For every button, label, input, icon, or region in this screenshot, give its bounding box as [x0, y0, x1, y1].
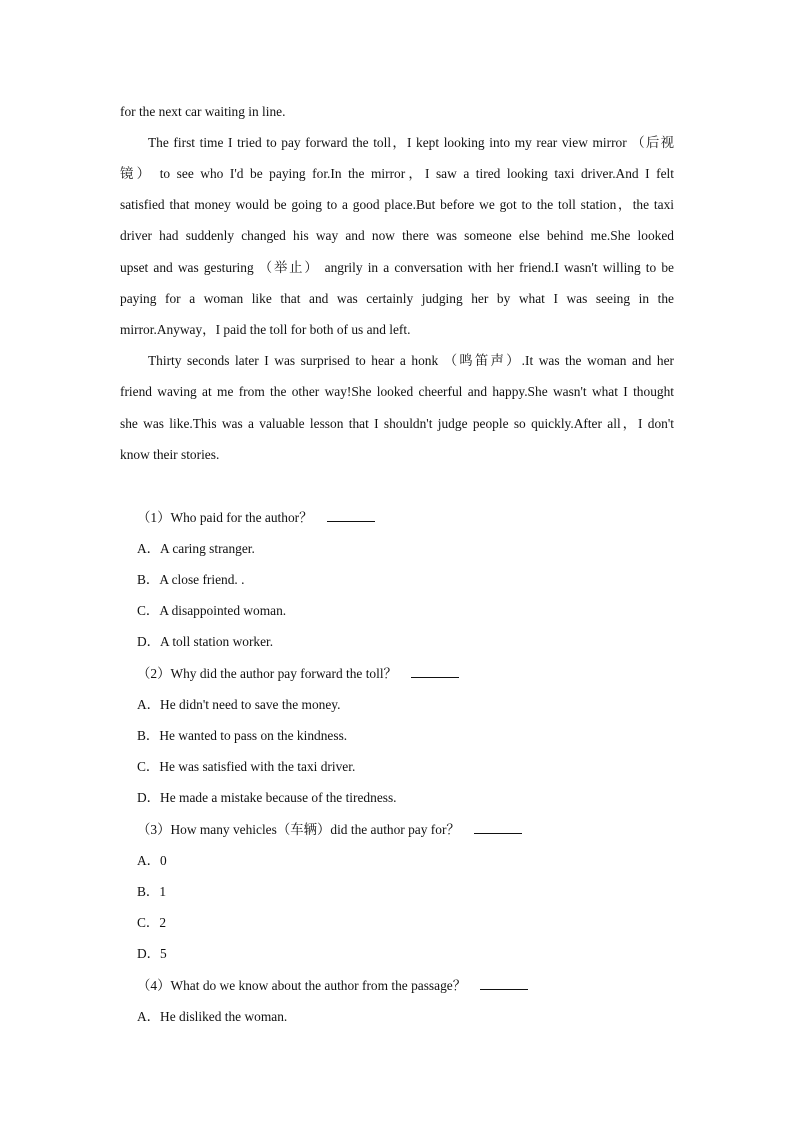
passage-line: know their stories.	[120, 447, 220, 462]
question-2	[137, 665, 459, 682]
option-4a[interactable]: A．He disliked the woman.	[137, 1009, 288, 1024]
question-1	[137, 509, 375, 526]
question-3	[137, 821, 522, 838]
passage-line: Thirty seconds later I was surprised to hear a honk （鸣笛声）.It was the woman and her	[148, 353, 674, 368]
option-1c[interactable]: C．A disappointed woman.	[137, 603, 287, 618]
option-1a[interactable]: A．A caring stranger.	[137, 541, 255, 556]
passage-line: 镜） to see who I'd be paying for.In the mirror，I saw a tired looking taxi driver.And I felt	[120, 166, 674, 181]
option-2d[interactable]: D．He made a mistake because of the tiredness.	[137, 790, 397, 805]
passage-line: satisfied that money would be going to a good place.But before we got to the toll station，the taxi	[120, 197, 674, 212]
option-3c[interactable]: C．2	[137, 915, 167, 930]
passage-line: for the next car waiting in line.	[120, 104, 286, 119]
option-3b[interactable]: B．1	[137, 884, 167, 899]
question-stem: （4）What do we know about the author from the passage？	[137, 978, 467, 993]
option-3a[interactable]: A．0	[137, 853, 167, 868]
option-2a[interactable]: A．He didn't need to save the money.	[137, 697, 341, 712]
option-3d[interactable]: D．5	[137, 946, 167, 961]
answer-blank[interactable]	[327, 509, 375, 522]
answer-blank[interactable]	[474, 821, 522, 834]
passage-line: upset and was gesturing （举止） angrily in a conversation with her friend.I wasn't willing to be	[120, 260, 674, 275]
option-1d[interactable]: D．A toll station worker.	[137, 634, 274, 649]
passage-line: friend waving at me from the other way!She looked cheerful and happy.She wasn't what I thought	[120, 384, 674, 399]
passage-line: The first time I tried to pay forward the toll，I kept looking into my rear view mirror （后视	[148, 135, 674, 150]
answer-blank[interactable]	[480, 977, 528, 990]
passage-line: driver had suddenly changed his way and now there was someone else behind me.She looked	[120, 228, 674, 243]
question-stem: （1）Who paid for the author？	[137, 510, 313, 525]
option-2c[interactable]: C．He was satisfied with the taxi driver.	[137, 759, 356, 774]
question-4	[137, 977, 528, 994]
question-stem: （3）How many vehicles（车辆）did the author pay for？	[137, 822, 460, 837]
question-stem: （2）Why did the author pay forward the toll？	[137, 666, 397, 681]
passage-line: mirror.Anyway，I paid the toll for both of us and left.	[120, 322, 411, 337]
passage-line: she was like.This was a valuable lesson that I shouldn't judge people so quickly.After all，I don't	[120, 416, 674, 431]
option-2b[interactable]: B．He wanted to pass on the kindness.	[137, 728, 348, 743]
answer-blank[interactable]	[411, 665, 459, 678]
option-1b[interactable]: B．A close friend. .	[137, 572, 245, 587]
passage-line: paying for a woman like that and was certainly judging her by what I was seeing in the	[120, 291, 674, 306]
